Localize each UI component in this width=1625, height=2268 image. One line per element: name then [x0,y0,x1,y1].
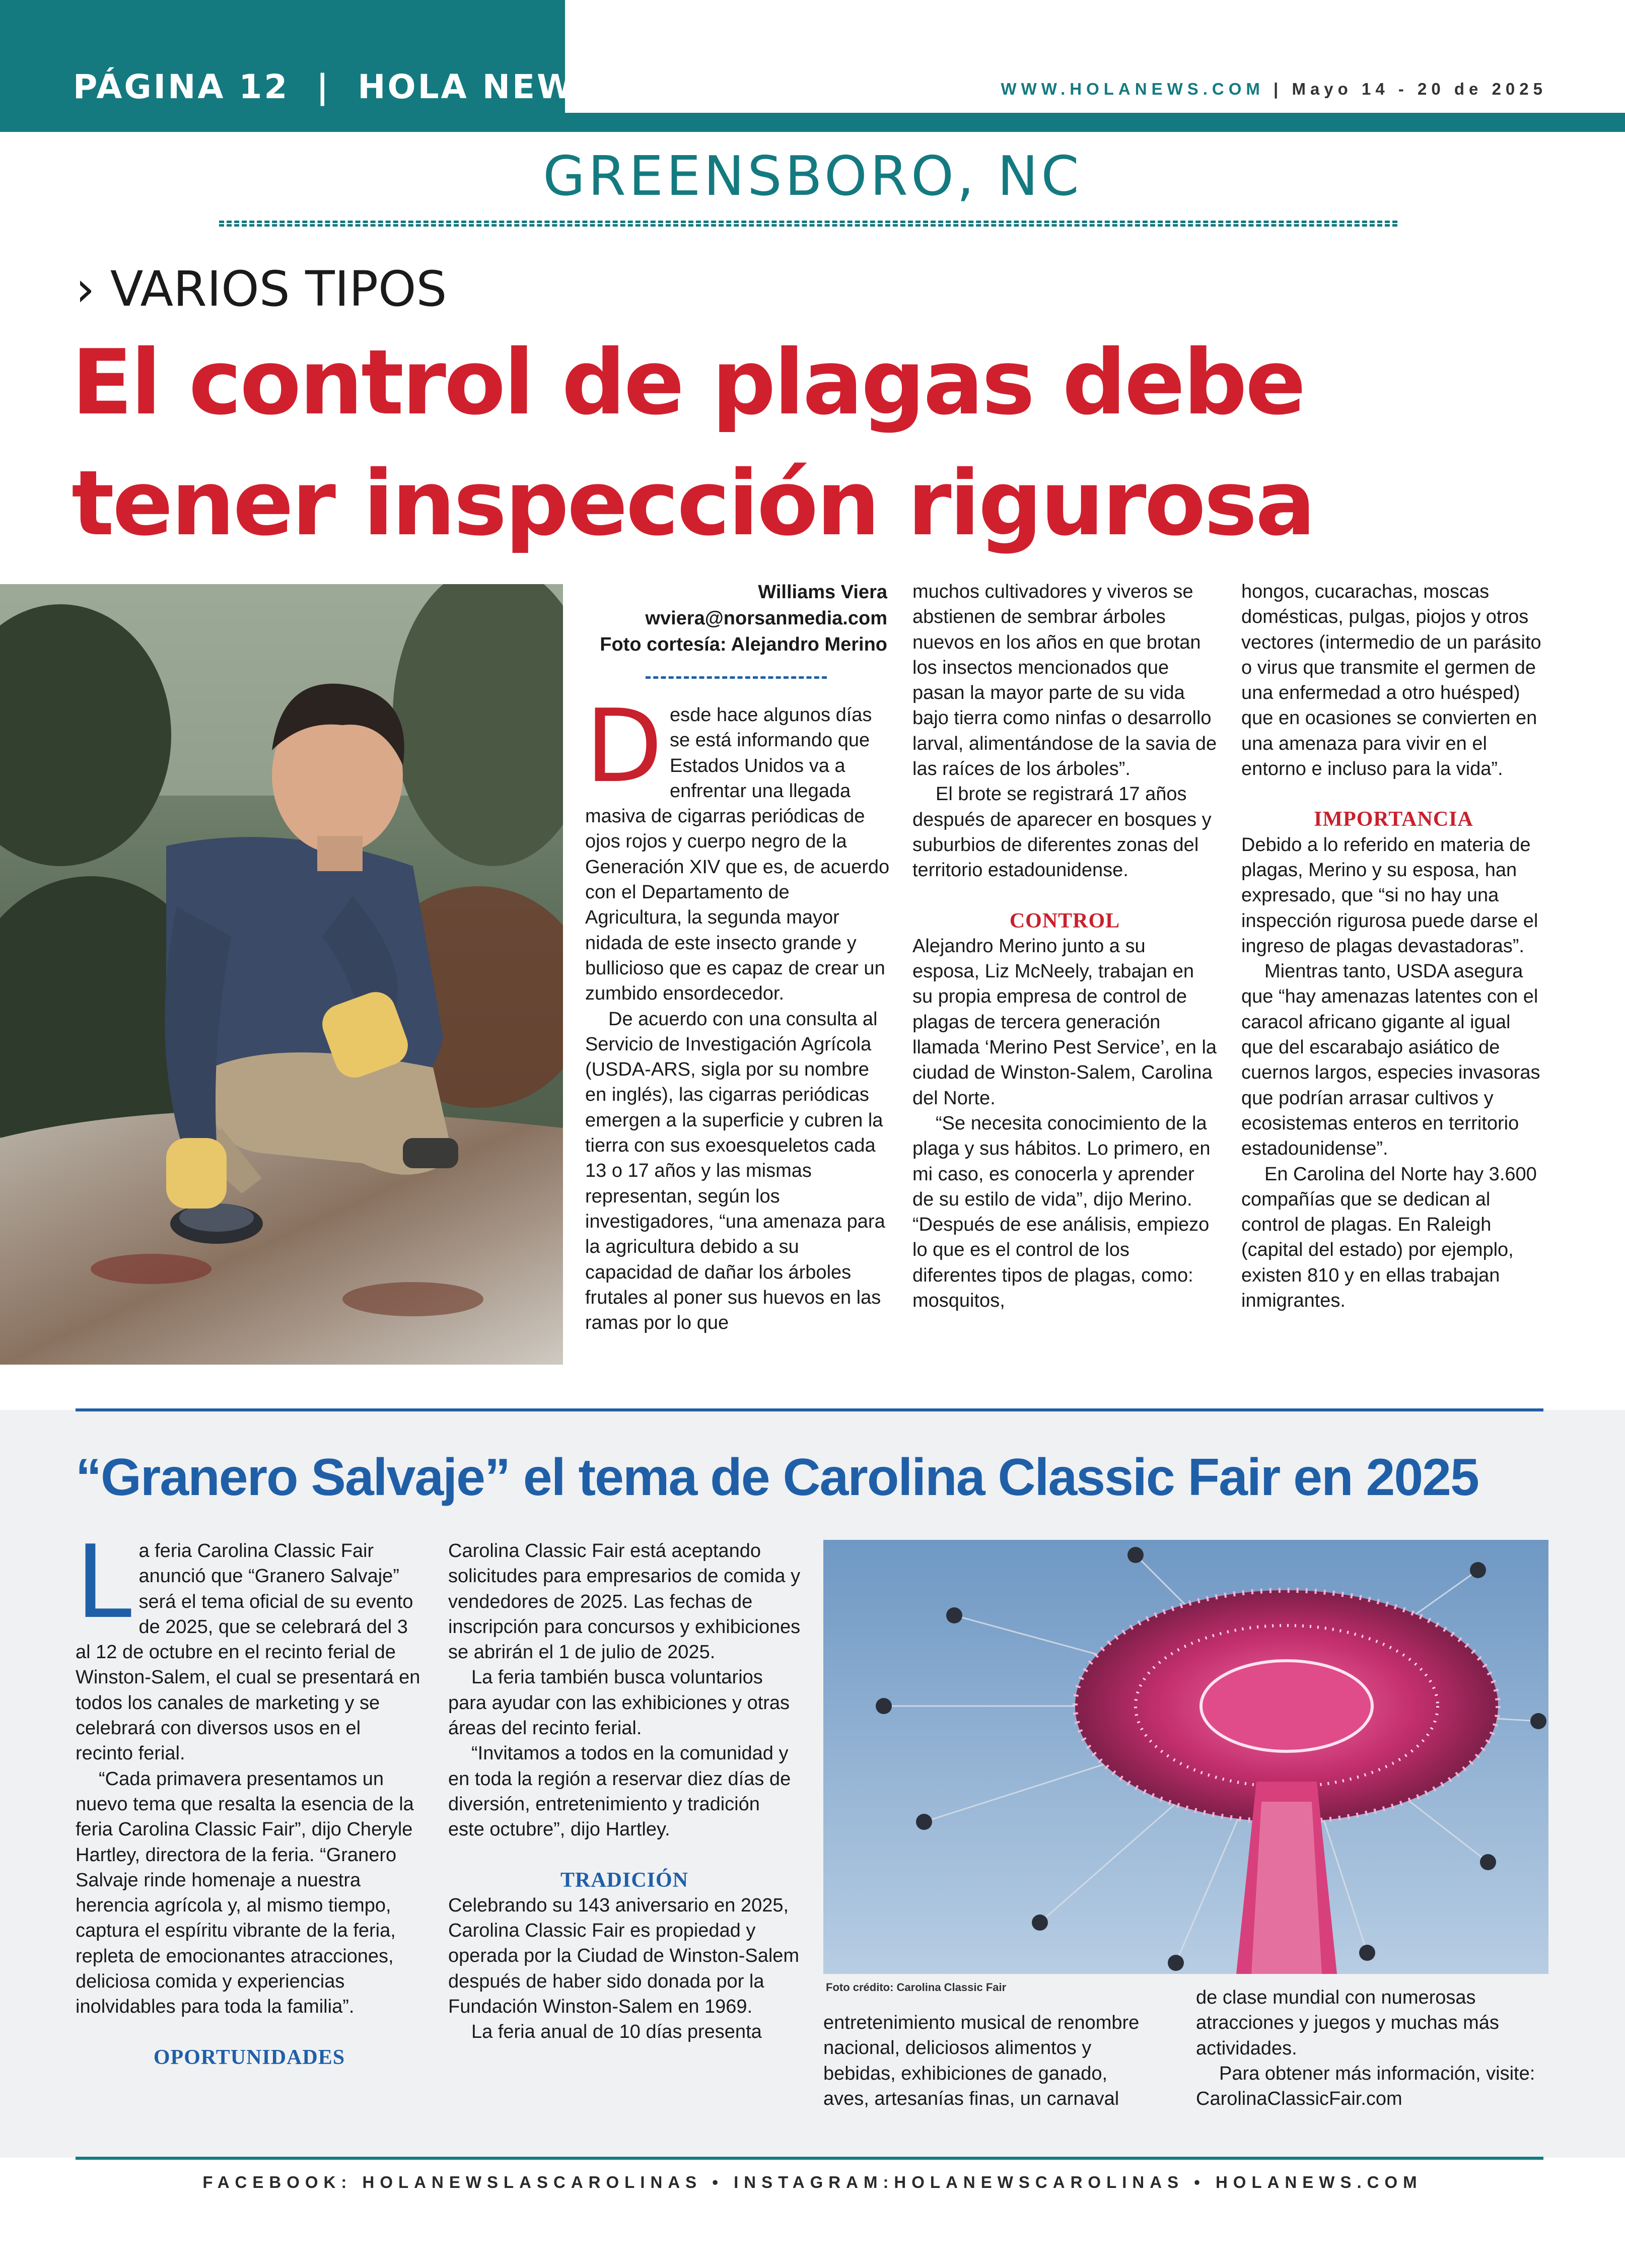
story2-top-rule [76,1408,1543,1411]
swing-ride-photo [823,1540,1548,1974]
page-label: PÁGINA 12 | HOLA NEWS [73,67,602,106]
section-title: GREENSBORO, NC [543,145,1082,208]
story2-col2-p2: La feria también busca voluntarios para ayudar con las exhibiciones y otras áreas del recinto ferial. [448,1667,790,1739]
story1-col2-p1: muchos cultivadores y viveros se abstienen de sembrar árboles nuevos en los años en que brotan los insectos mencionados que pasan la mayor parte de su vida bajo tierra como ninfas o desarrollo larval, alimentándose de la savia de las raíces de los árboles”. [912,581,1217,780]
story1-byline [585,579,887,658]
footer-rule [76,2157,1543,2160]
story1-headline [72,322,1582,564]
story1-kicker: › VARIOS TIPOS [76,261,447,317]
byline-photo-credit: Foto cortesía: Alejandro Merino [600,634,887,655]
story2-headline: “Granero Salvaje” el tema de Carolina Classic Fair en 2025 [76,1448,1478,1507]
story1-col2-p3: Alejandro Merino junto a su esposa, Liz McNeely, trabajan en su propia empresa de control de plagas de tercera generación llamada ‘Merino Pest Service’, en la ciudad de Winston-Salem, Carolina del Norte. [912,935,1217,1109]
story2-column-2 [448,1538,801,2045]
story2-column-1 [76,1524,423,2070]
story2-col2-p5: La feria anual de 10 días presenta [471,2021,762,2043]
story1-column-3 [1241,579,1546,1313]
story1-col3-p2: Debido a lo referido en materia de plagas, Merino y su esposa, han expresado, que “si no hay una inspección rigurosa puede darse el ingreso de plagas devastadoras”. [1241,834,1538,957]
social-footer: FACEBOOK: HOLANEWSLASCAROLINAS • INSTAGRAM:HOLANEWSCAROLINAS • HOLANEWS.COM [202,2173,1423,2191]
story1-col2-p4: “Se necesita conocimiento de la plaga y sus hábitos. Lo primero, en mi caso, es conocerla y aprender de su estilo de vida”, dijo Merino. “Después de ese análisis, empiezo lo que es el control de los diferentes tipos de plagas, como: mosquitos, [912,1112,1211,1312]
subhead-oportunidades: OPORTUNIDADES [153,2045,345,2069]
pest-inspector-photo [0,584,563,1365]
header-separator: | [1264,80,1292,98]
website-link[interactable]: WWW.HOLANEWS.COM [1001,80,1264,98]
story2-dropcap: L [76,1524,132,1641]
story1-column-1 [585,688,890,1335]
story2-col2-p3: “Invitamos a todos en la comunidad y en toda la región a reservar diez días de diversión, entretenimiento y tradición este octubre”, dijo Hartley. [448,1743,791,1840]
headline-line-2: tener inspección rigurosa [72,451,1314,555]
subhead-control: CONTROL [1009,909,1120,933]
headline-line-1: El control de plagas debe [72,330,1304,435]
story2-col3-p1: entretenimiento musical de renombre nacional, deliciosos alimentos y bebidas, exhibiciones de ganado, aves, artesanías finas, un carnaval [823,2012,1140,2109]
story1-column-2 [912,579,1217,1313]
story1-col1-p1: esde hace algunos días se está informando que Estados Unidos va a enfrentar una llegada masiva de cigarras periódicas de ojos rojos y cuerpo negro de la Generación XIV que es, de acuerdo con el Departamento de Agricultura, la segunda mayor nidada de este insecto grande y bullicioso que es capaz de crear un zumbido ensordecedor. [585,704,890,1005]
byline-author: Williams Viera [758,582,887,603]
story1-col3-p1: hongos, cucarachas, moscas domésticas, pulgas, piojos y otros vectores (intermedio de un parásito o virus que transmite el germen de una enfermedad a otro huésped) que en ocasiones se convierten en una amenaza para vivir en el entorno e incluso para la vida”. [1241,581,1541,780]
story2-col2-p1: Carolina Classic Fair está aceptando solicitudes para empresarios de comida y vendedores de 2025. Las fechas de inscripción para concursos y exhibiciones se abrirán el 1 de julio de 2025. [448,1540,801,1663]
page-tab [0,0,602,114]
story2-photo-credit: Foto crédito: Carolina Classic Fair [826,1981,1007,1994]
header-meta [1001,80,1547,99]
story2-column-3 [823,2010,1156,2111]
story2-col4-p1: de clase mundial con numerosas atracciones y juegos y muchas más actividades. [1196,1987,1499,2059]
byline-divider [646,676,827,679]
pest-inspector-illustration [0,584,563,1365]
subhead-importancia: IMPORTANCIA [1314,808,1473,831]
story1-col1-p2: De acuerdo con una consulta al Servicio de Investigación Agrícola (USDA-ARS, sigla por su nombre en inglés), las cigarras periódicas emergen a la superficie y cubren la tierra con sus exoesqueletos cada 13 o 17 años y las mismas representan, según los investigadores, “una amenaza para la agricultura debido a su capacidad de dañar los árboles frutales al poner sus huevos en las ramas por lo que [585,1008,885,1334]
story2-col4-p2: Para obtener más información, visite: CarolinaClassicFair.com [1196,2063,1535,2110]
story1-col3-p4: En Carolina del Norte hay 3.600 compañías que se dedican al control de plagas. En Raleigh (capital del estado) por ejemplo, existen 810 y en ellas trabajan inmigrantes. [1241,1163,1537,1312]
subhead-tradicion: TRADICIÓN [560,1868,689,1892]
story1-col2-p2: El brote se registrará 17 años después de aparecer en bosques y suburbios de diferentes zonas del territorio estadounidense. [912,784,1212,881]
swing-ride-illustration [823,1540,1548,1974]
section-underline [219,221,1397,227]
byline-email[interactable]: wviera@norsanmedia.com [645,608,887,629]
issue-dates: Mayo 14 - 20 de 2025 [1292,80,1547,98]
story1-col3-p3: Mientras tanto, USDA asegura que “hay amenazas latentes con el caracol africano gigante al igual que del escarabajo asiático de cuernos largos, especies invasoras que podrían arrasar cultivos y ecosistemas enteros en territorio estadounidense”. [1241,961,1540,1160]
story2-col2-p4: Celebrando su 143 aniversario en 2025, Carolina Classic Fair es propiedad y operada por la Ciudad de Winston-Salem después de haber sido donada por la Fundación Winston-Salem en 1969. [448,1894,800,2018]
header-rule [0,113,1625,132]
story2-col1-p2: “Cada primavera presentamos un nuevo tema que resalta la esencia de la feria Carolina Classic Fair”, dijo Cheryle Hartley, directora de la feria. “Granero Salvaje rinde homenaje a nuestra herencia agrícola y, al mismo tiempo, captura el espíritu vibrante de la feria, repleta de emocionantes atracciones, deliciosa comida y experiencias inolvidables para toda la familia”. [76,1768,414,2018]
story2-column-4 [1196,1985,1543,2111]
story2-col1-p1: a feria Carolina Classic Fair anunció que “Granero Salvaje” será el tema oficial de su evento de 2025, que se celebrará del 3 al 12 de octubre en el recinto ferial de Winston-Salem, el cual se presentará en todos los canales de marketing y se celebrará con diversos usos en el recinto ferial. [76,1540,420,1764]
story1-dropcap: D [585,688,663,805]
